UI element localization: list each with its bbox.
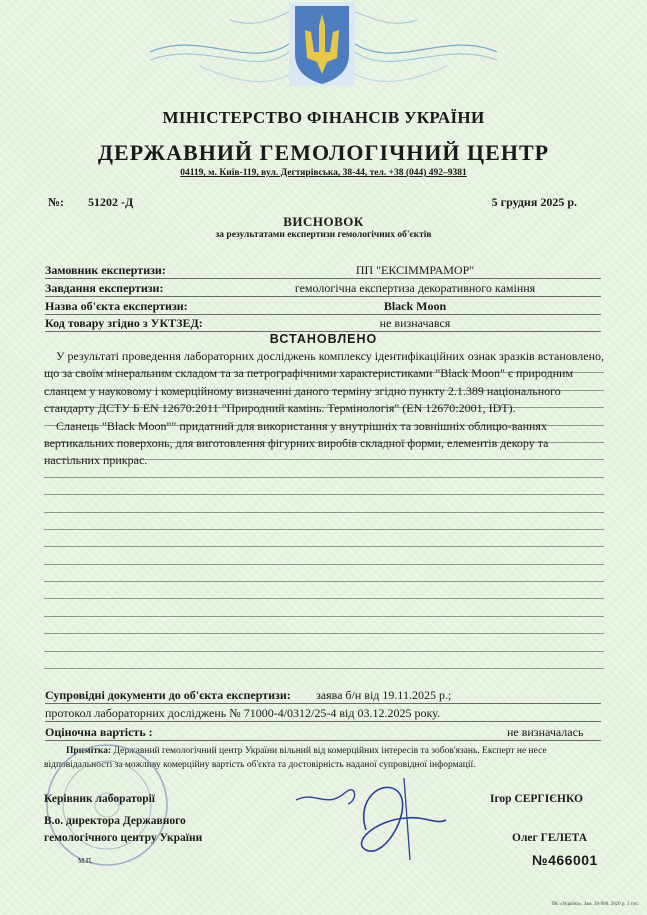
- official-stamp-icon: [42, 720, 172, 890]
- code-value: не визначався: [379, 316, 451, 330]
- established-heading: ВСТАНОВЛЕНО: [269, 332, 378, 346]
- document-subtitle: за результатами експертизи гемологічних об'єктів: [215, 230, 432, 240]
- print-info: ПК «Україна». Зам. 20-900. 2020 р. 1 тис.: [551, 902, 639, 907]
- document-date: 5 грудня 2025 р.: [491, 195, 577, 209]
- findings-paragraph: У результаті проведення лабораторних досліджень комплексу ідентифікаційних ознак зразків встановлено, що за своїм мінеральним складом та за петрографічними характеристиками "Black Moon" є природним сланцем у науковому і комерційному визначенні даного терміну згідно пункту 2.1.389 національного стандарту ДСТУ Б EN 12670:2011 "Природний камінь. Термінологія" (EN 12670:2001, IDT).: [44, 349, 605, 416]
- code-label: Код товару згідно з УКТЗЕД:: [45, 316, 203, 330]
- seal-place-label: М.П.: [78, 857, 93, 865]
- task-label: Завдання експертизи:: [45, 281, 164, 295]
- divider: [45, 703, 601, 704]
- divider: [45, 296, 601, 297]
- client-label: Замовник експертизи:: [45, 263, 166, 277]
- estimate-value: не визначалась: [507, 725, 584, 739]
- coat-of-arms-icon: [289, 2, 355, 86]
- object-label: Назва об'єкта експертизи:: [45, 299, 188, 313]
- findings-text: [44, 348, 604, 470]
- accompanying-docs-protocol: протокол лабораторних досліджень № 71000-4/0312/25-4 від 03.12.2025 року.: [45, 706, 440, 720]
- address: 04119, м. Київ-119, вул. Дегтярівська, 38-44, тел. +38 (044) 492–9381: [180, 168, 467, 178]
- divider: [45, 278, 601, 279]
- findings-paragraph: Сланець "Black Moon"" придатний для використання у внутрішніх та зовнішніх облицю-ваннях вертикальних поверхонь, для виготовлення фігурних виробів складної форми, елементів декору та настільних прикрас.: [44, 418, 549, 468]
- estimate-label: Оціночна вартість :: [45, 725, 153, 739]
- serial-number: №466001: [532, 852, 598, 868]
- director-title-line2: гемологічного центру України: [44, 832, 203, 844]
- object-value: Black Moon: [383, 299, 447, 313]
- ministry-name: МІНІСТЕРСТВО ФІНАНСІВ УКРАЇНИ: [162, 108, 485, 127]
- note-text: Державний гемологічний центр України вільний від комерційних інтересів та зобов'язань. Експерт не несе відповідальності за можливу комерційну вартість об'єкта та достовірність наданої супровідної інформації.: [44, 746, 547, 770]
- note-label: Примітка:: [66, 746, 112, 756]
- number-label: №:: [48, 195, 65, 209]
- signature-icon: [286, 770, 456, 870]
- client-value: ПП "ЕКСІММРАМОР": [355, 263, 475, 277]
- accompanying-docs-label: Супровідні документи до об'єкта експертизи:: [45, 688, 291, 702]
- center-name: ДЕРЖАВНИЙ ГЕМОЛОГІЧНИЙ ЦЕНТР: [97, 140, 550, 165]
- director-title-line1: В.о. директора Державного: [44, 815, 186, 827]
- accompanying-docs-value: заява б/н від 19.11.2025 р.;: [316, 688, 452, 702]
- task-value: гемологічна експертиза декоративного каміння: [294, 281, 536, 295]
- document-title: ВИСНОВОК: [283, 214, 364, 229]
- document-number: 51202 -Д: [88, 195, 134, 209]
- lab-head-title: Керівник лабораторії: [44, 793, 155, 805]
- director-name: Олег ГЕЛЕТА: [512, 832, 588, 844]
- lab-head-name: Ігор СЕРГІЄНКО: [490, 793, 583, 805]
- divider: [45, 314, 601, 315]
